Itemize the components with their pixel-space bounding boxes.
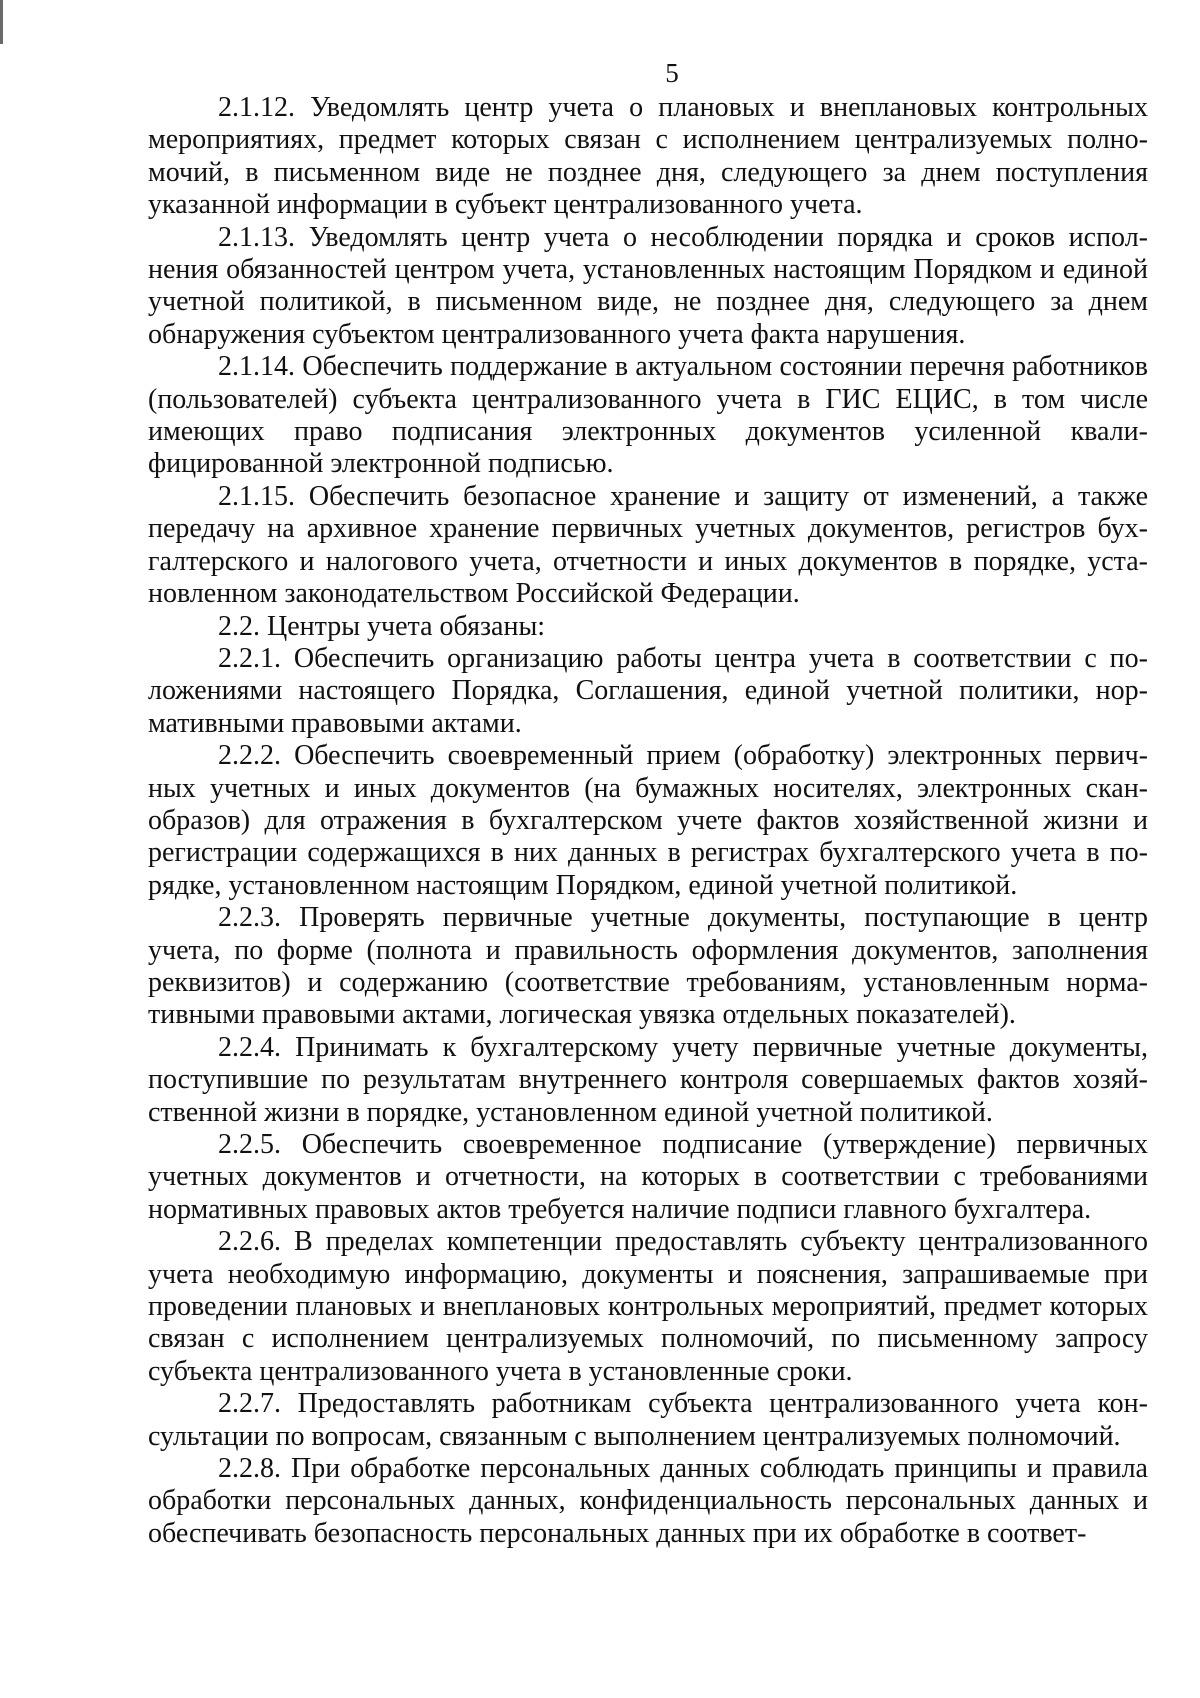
paragraph-2-2-2: 2.2.2. Обеспечить своевременный прием (обработку) электронных первичных учетных и иных документов (на бумажных носителях, электронных сканобразов) для отражения в бухгалтерском учете фактов хозяйственной жизни и регистрации содержащихся в них данных в регистрах бухгалтерского учета в порядке, установленном настоящим Порядком, единой учетной политикой. [148,740,1148,901]
paragraph-2-1-15: 2.1.15. Обеспечить безопасное хранение и защиту от изменений, а также передачу на архивное хранение первичных учетных документов, регистров бухгалтерского и налогового учета, отчетности и иных документов в порядке, установленном законодательством Российской Федерации. [148,480,1148,610]
paragraph-2-1-14: 2.1.14. Обеспечить поддержание в актуальном состоянии перечня работников (пользователей) субъекта централизованного учета в ГИС ЕЦИС, в том числе имеющих право подписания электронных документов усиленной квалифицированной электронной подписью. [148,351,1148,480]
paragraph-2-2-8: 2.2.8. При обработке персональных данных соблюдать принципы и правила обработки персональных данных, конфиденциальность персональных данных и обеспечивать безопасность персональных данных при их обработке в соответ- [148,1453,1148,1549]
paragraph-2-2-4: 2.2.4. Принимать к бухгалтерскому учету первичные учетные документы, поступившие по результатам внутреннего контроля совершаемых фактов хозяйственной жизни в порядке, установленном единой учетной политикой. [148,1031,1148,1128]
paragraph-2-1-13: 2.1.13. Уведомлять центр учета о несоблюдении порядка и сроков исполнения обязанностей центром учета, установленных настоящим Порядком и единой учетной политикой, в письменном виде, не позднее дня, следующего за днем обнаружения субъектом централизованного учета факта нарушения. [148,221,1148,350]
page-number: 5 [665,58,679,88]
paragraph-2-1-12: 2.1.12. Уведомлять центр учета о плановых и внеплановых контрольных мероприятиях, предмет которых связан с исполнением централизуемых полномочий, в письменном виде не позднее дня, следующего за днем поступления указанной информации в субъект централизованного учета. [148,92,1148,221]
paragraph-2-2-7: 2.2.7. Предоставлять работникам субъекта централизованного учета консультации по вопросам, связанным с выполнением централизуемых полномочий. [148,1388,1148,1452]
paragraph-2-2-3: 2.2.3. Проверять первичные учетные документы, поступающие в центр учета, по форме (полнота и правильность оформления документов, заполнения реквизитов) и содержанию (соответствие требованиям, установленным нормативными правовыми актами, логическая увязка отдельных показателей). [148,902,1148,1031]
paragraph-2-2-1: 2.2.1. Обеспечить организацию работы центра учета в соответствии с положениями настоящего Порядка, Соглашения, единой учетной политики, нормативными правовыми актами. [148,642,1148,739]
paragraph-2-2-6: 2.2.6. В пределах компетенции предоставлять субъекту централизованного учета необходимую информацию, документы и пояснения, запрашиваемые при проведении плановых и внеплановых контрольных мероприятий, предмет которых связан с исполнением централизуемых полномочий, по письменному запросу субъекта централизованного учета в установленные сроки. [148,1226,1148,1387]
paragraph-2-2: 2.2. Центры учета обязаны: [218,610,546,642]
scan-edge-mark [0,0,3,44]
paragraph-2-2-5: 2.2.5. Обеспечить своевременное подписание (утверждение) первичных учетных документов и отчетности, на которых в соответствии с требованиями нормативных правовых актов требуется наличие подписи главного бухгалтера. [148,1129,1148,1225]
document-page [148,58,1148,1550]
